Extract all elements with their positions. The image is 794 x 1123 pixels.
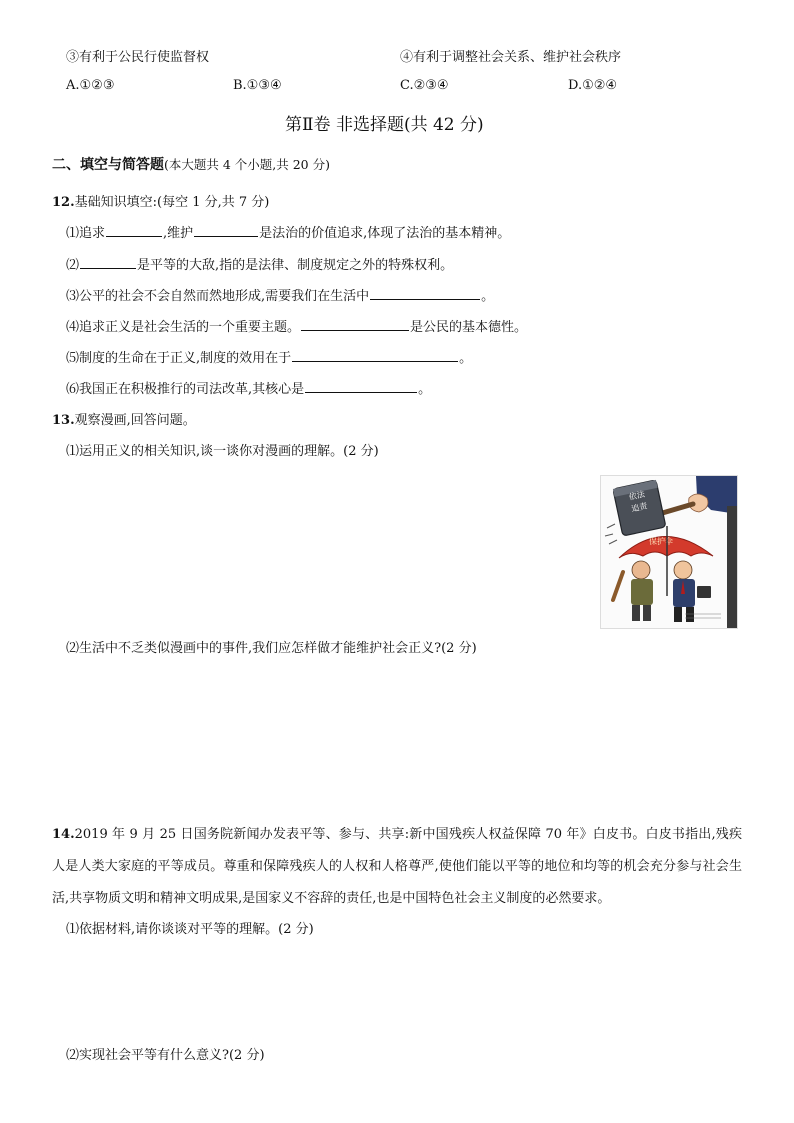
- fill-blank[interactable]: [106, 224, 162, 237]
- choice-c: C.②③④: [400, 78, 449, 93]
- fill-blank[interactable]: [292, 349, 458, 362]
- q12-item-1-text-c: 是法治的价值追求,体现了法治的基本精神。: [259, 226, 511, 241]
- q14-sub1: ⑴依据材料,请你谈谈对平等的理解。(2 分): [66, 922, 314, 937]
- q14-sub2: ⑵实现社会平等有什么意义?(2 分): [66, 1048, 265, 1063]
- fill-blank[interactable]: [80, 256, 136, 269]
- q12-item-1-text-b: ,维护: [163, 226, 194, 241]
- option-3: ③有利于公民行使监督权: [66, 50, 210, 65]
- q12-stem-text: 基础知识填空:(每空 1 分,共 7 分): [74, 195, 270, 210]
- q12-item-3-text-a: ⑶公平的社会不会自然而然地形成,需要我们在生活中: [66, 289, 370, 304]
- section-note: (本大题共 4 个小题,共 20 分): [164, 157, 330, 172]
- fill-blank[interactable]: [305, 380, 417, 393]
- q12-item-3: [66, 285, 494, 304]
- umbrella-lettering: 保护伞: [649, 537, 673, 546]
- q12-item-5-text-a: ⑸制度的生命在于正义,制度的效用在于: [66, 351, 292, 366]
- q12-item-6-text-a: ⑹我国正在积极推行的司法改革,其核心是: [66, 382, 305, 397]
- q12-item-6: [66, 378, 431, 397]
- cartoon-illustration: [601, 476, 737, 628]
- section-heading: [52, 154, 330, 174]
- q12-item-1: [66, 222, 510, 241]
- q12-item-5-text-b: 。: [459, 351, 473, 366]
- q12-item-2-text-b: 是平等的大敌,指的是法律、制度规定之外的特殊权利。: [137, 258, 454, 273]
- q12-number: 12.: [52, 195, 75, 210]
- part2-title: 第Ⅱ卷 非选择题(共 42 分): [285, 115, 484, 135]
- q13-stem-text: 观察漫画,回答问题。: [74, 413, 196, 428]
- section-title: 二、填空与简答题: [52, 157, 164, 173]
- q12-item-5: [66, 347, 472, 366]
- choice-d: D.①②④: [568, 78, 618, 93]
- q13-sub1: ⑴运用正义的相关知识,谈一谈你对漫画的理解。(2 分): [66, 444, 379, 459]
- svg-text:追责: 追责: [630, 501, 649, 514]
- q13-sub2: ⑵生活中不乏类似漫画中的事件,我们应怎样做才能维护社会正义?(2 分): [66, 641, 477, 656]
- q12-item-2-text-a: ⑵: [66, 258, 80, 273]
- q13-stem: [52, 409, 196, 428]
- q14-material-text: 2019 年 9 月 25 日国务院新闻办发表平等、参与、共享:新中国残疾人权益保障 70 年》白皮书。白皮书指出,残疾人是人类大家庭的平等成员。尊重和保障残疾人的人权和人格尊严,使他们能以平等的地位和均等的机会充分参与社会生活,共享物质文明和精神文明成果,是国家义不容辞的责任,也是中国特色社会主义制度的必然要求。: [52, 827, 742, 906]
- choice-a: A.①②③: [66, 78, 115, 93]
- q12-item-1-text-a: ⑴追求: [66, 226, 106, 241]
- option-4: ④有利于调整社会关系、维护社会秩序: [400, 50, 622, 65]
- q12-item-4-text-b: 是公民的基本德性。: [410, 320, 528, 335]
- q12-item-3-text-b: 。: [481, 289, 495, 304]
- q12-stem: [52, 191, 269, 210]
- q12-item-2: [66, 254, 453, 273]
- q13-number: 13.: [52, 413, 75, 428]
- fill-blank[interactable]: [301, 318, 409, 331]
- q14-number: 14.: [52, 827, 75, 842]
- q12-item-6-text-b: 。: [418, 382, 432, 397]
- hammer-lettering: 依法: [628, 489, 646, 502]
- fill-blank[interactable]: [370, 287, 480, 300]
- q14-material: [52, 819, 742, 915]
- fill-blank[interactable]: [194, 224, 258, 237]
- q12-item-4: [66, 316, 527, 335]
- cartoon-image: [600, 475, 738, 629]
- q12-item-4-text-a: ⑷追求正义是社会生活的一个重要主题。: [66, 320, 301, 335]
- choice-b: B.①③④: [233, 78, 282, 93]
